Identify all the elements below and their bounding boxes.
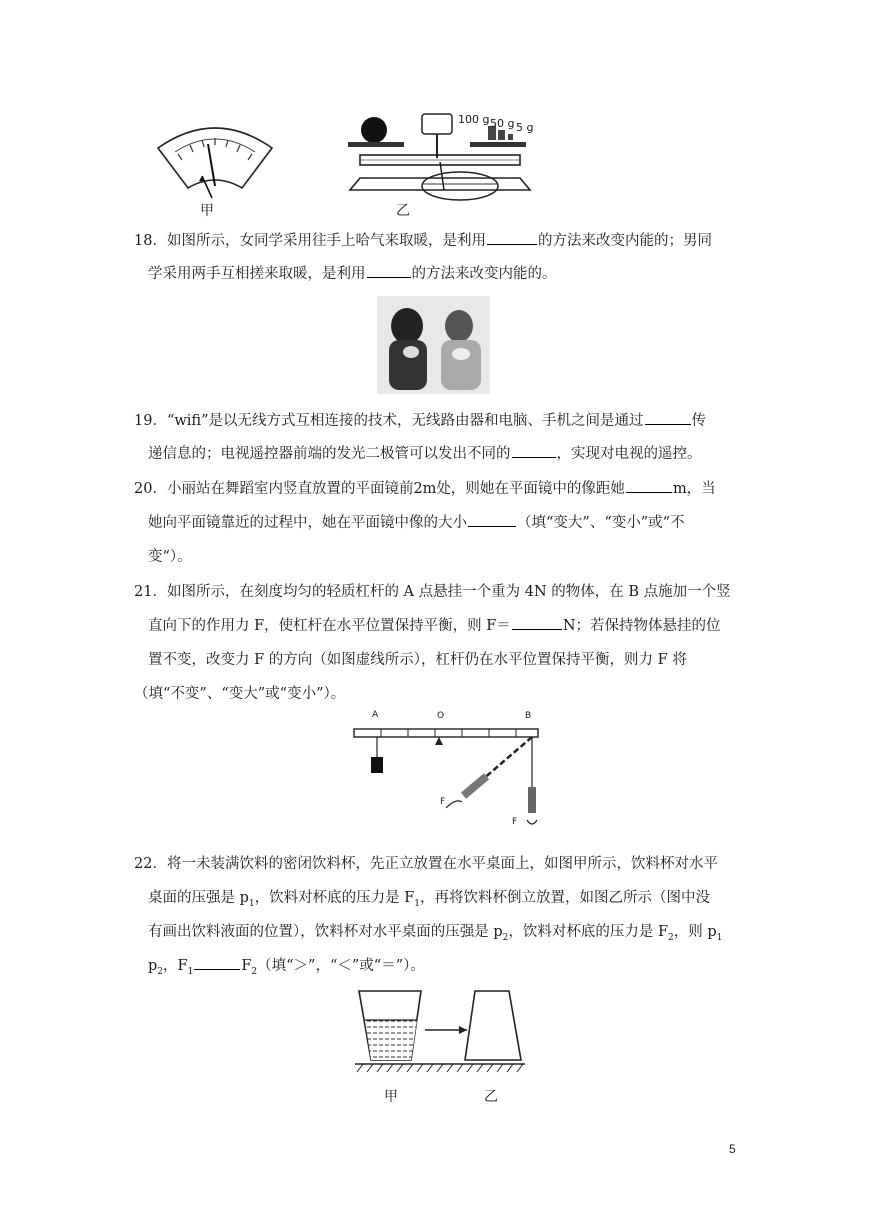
q22-subscript: 2 bbox=[251, 966, 258, 977]
q22-line2 bbox=[148, 886, 808, 909]
q21-number: 21． bbox=[134, 584, 167, 600]
q20-line2 bbox=[148, 511, 808, 532]
q22-subscript: 1 bbox=[414, 898, 421, 909]
q19-text: ，实现对电视的遥控。 bbox=[556, 446, 702, 462]
q19-line1 bbox=[134, 409, 794, 430]
q18-blank-2[interactable] bbox=[367, 263, 411, 278]
weight-label-5g: 5 g bbox=[516, 121, 534, 134]
q18-text: 学采用两手互相搓来取暖，是利用 bbox=[148, 266, 366, 282]
q22-text: 有画出饮料液面的位置），饮料杯对水平桌面的压强是 p bbox=[148, 924, 503, 940]
q22-text: （填“＞”，“＜”或“＝”）。 bbox=[257, 958, 425, 974]
q21-blank-1[interactable] bbox=[512, 615, 562, 630]
q19-line2 bbox=[148, 442, 808, 463]
q22-text: ，饮料对杯底的压力是 F bbox=[508, 924, 669, 940]
q18-text: 如图所示，女同学采用往手上哈气来取暖，是利用 bbox=[166, 233, 486, 249]
q18-blank-1[interactable] bbox=[487, 230, 537, 245]
q22-text: 桌面的压强是 p bbox=[148, 890, 249, 906]
lever-point-A: A bbox=[372, 710, 379, 720]
lever-point-O: O bbox=[437, 711, 445, 721]
q22-text: ，饮料对杯底的压力是 F bbox=[254, 890, 415, 906]
q20-text: 变“）。 bbox=[148, 549, 192, 565]
lever-force-F-angled: F bbox=[440, 797, 446, 807]
q20-blank-1[interactable] bbox=[626, 478, 672, 493]
meter-figure bbox=[150, 110, 280, 220]
q22-subscript: 1 bbox=[187, 966, 194, 977]
q20-blank-2[interactable] bbox=[468, 512, 516, 527]
lever-figure bbox=[350, 712, 550, 837]
q22-subscript: 1 bbox=[248, 898, 255, 909]
q21-text: N；若保持物体悬挂的位 bbox=[562, 618, 721, 634]
q19-text: 传 bbox=[691, 413, 706, 429]
q21-line3 bbox=[148, 648, 808, 669]
weight-label-50g: 50 g bbox=[490, 117, 515, 130]
q18-line2 bbox=[148, 262, 557, 283]
q22-text: 将一未装满饮料的密闭饮料杯，先正立放置在水平桌面上，如图甲所示，饮料杯对水平 bbox=[166, 856, 718, 872]
q22-blank-1[interactable] bbox=[194, 955, 240, 970]
q22-line4 bbox=[148, 954, 808, 977]
cup-figure bbox=[355, 988, 525, 1080]
q22-subscript: 1 bbox=[716, 932, 723, 943]
q22-subscript: 2 bbox=[502, 932, 509, 943]
q22-subscript: 2 bbox=[668, 932, 674, 943]
q21-text: 如图所示，在刻度均匀的轻质杠杆的 A 点悬挂一个重为 4N 的物体，在 B 点施加一个竖 bbox=[166, 584, 731, 600]
q21-text: 置不变，改变力 F 的方向（如图虚线所示），杠杆仍在水平位置保持平衡，则力 F 将 bbox=[148, 652, 687, 668]
q21-line1 bbox=[134, 580, 794, 601]
lever-point-B: B bbox=[525, 711, 532, 721]
balance-label: 乙 bbox=[396, 203, 410, 219]
q19-text: “wifi”是以无线方式互相连接的技术，无线路由器和电脑、手机之间是通过 bbox=[166, 413, 644, 429]
q22-text: ，再将饮料杯倒立放置，如图乙所示（图中没 bbox=[420, 890, 711, 906]
page-number: 5 bbox=[729, 1142, 736, 1156]
q22-text: F bbox=[241, 958, 252, 974]
q18-text: 的方法来改变内能的。 bbox=[411, 266, 557, 282]
q19-blank-2[interactable] bbox=[512, 443, 556, 458]
q22-line3 bbox=[148, 920, 808, 943]
q22-number: 22． bbox=[134, 856, 167, 872]
q22-text: ，F bbox=[163, 958, 188, 974]
q18-line1 bbox=[134, 229, 712, 250]
q20-text: m，当 bbox=[672, 481, 716, 497]
q19-number: 19． bbox=[134, 413, 167, 429]
q21-line4 bbox=[134, 682, 794, 703]
q19-blank-1[interactable] bbox=[645, 410, 691, 425]
q18-number: 18． bbox=[134, 233, 167, 249]
q22-text: ，则 p bbox=[673, 924, 717, 940]
q22-text: p bbox=[148, 958, 158, 974]
cup-label-yi: 乙 bbox=[484, 1089, 498, 1105]
lever-force-F-vertical: F bbox=[512, 817, 518, 827]
q20-text: 小丽站在舞蹈室内竖直放置的平面镜前2m处，则她在平面镜中的像距她 bbox=[166, 481, 625, 497]
q18-text: 的方法来改变内能的；男同 bbox=[537, 233, 712, 249]
q21-line2 bbox=[148, 614, 808, 635]
warming-hands-photo bbox=[377, 296, 490, 394]
q20-line3 bbox=[148, 545, 808, 566]
meter-label: 甲 bbox=[200, 203, 214, 219]
q19-text: 递信息的；电视遥控器前端的发光二极管可以发出不同的 bbox=[148, 446, 511, 462]
cup-label-jia: 甲 bbox=[384, 1089, 398, 1105]
q22-line1 bbox=[134, 852, 794, 873]
q20-text: 她向平面镜靠近的过程中，她在平面镜中像的大小 bbox=[148, 515, 467, 531]
q22-subscript: 2 bbox=[157, 966, 164, 977]
q20-text: （填“变大”、“变小”或“不 bbox=[517, 515, 685, 531]
q20-number: 20． bbox=[134, 481, 167, 497]
q20-line1 bbox=[134, 477, 794, 498]
weight-label-100g: 100 g bbox=[458, 113, 490, 126]
q21-text: （填“不变”、“变大”或“变小”）。 bbox=[134, 686, 346, 702]
q21-text: 直向下的作用力 F，使杠杆在水平位置保持平衡，则 F＝ bbox=[148, 618, 511, 634]
